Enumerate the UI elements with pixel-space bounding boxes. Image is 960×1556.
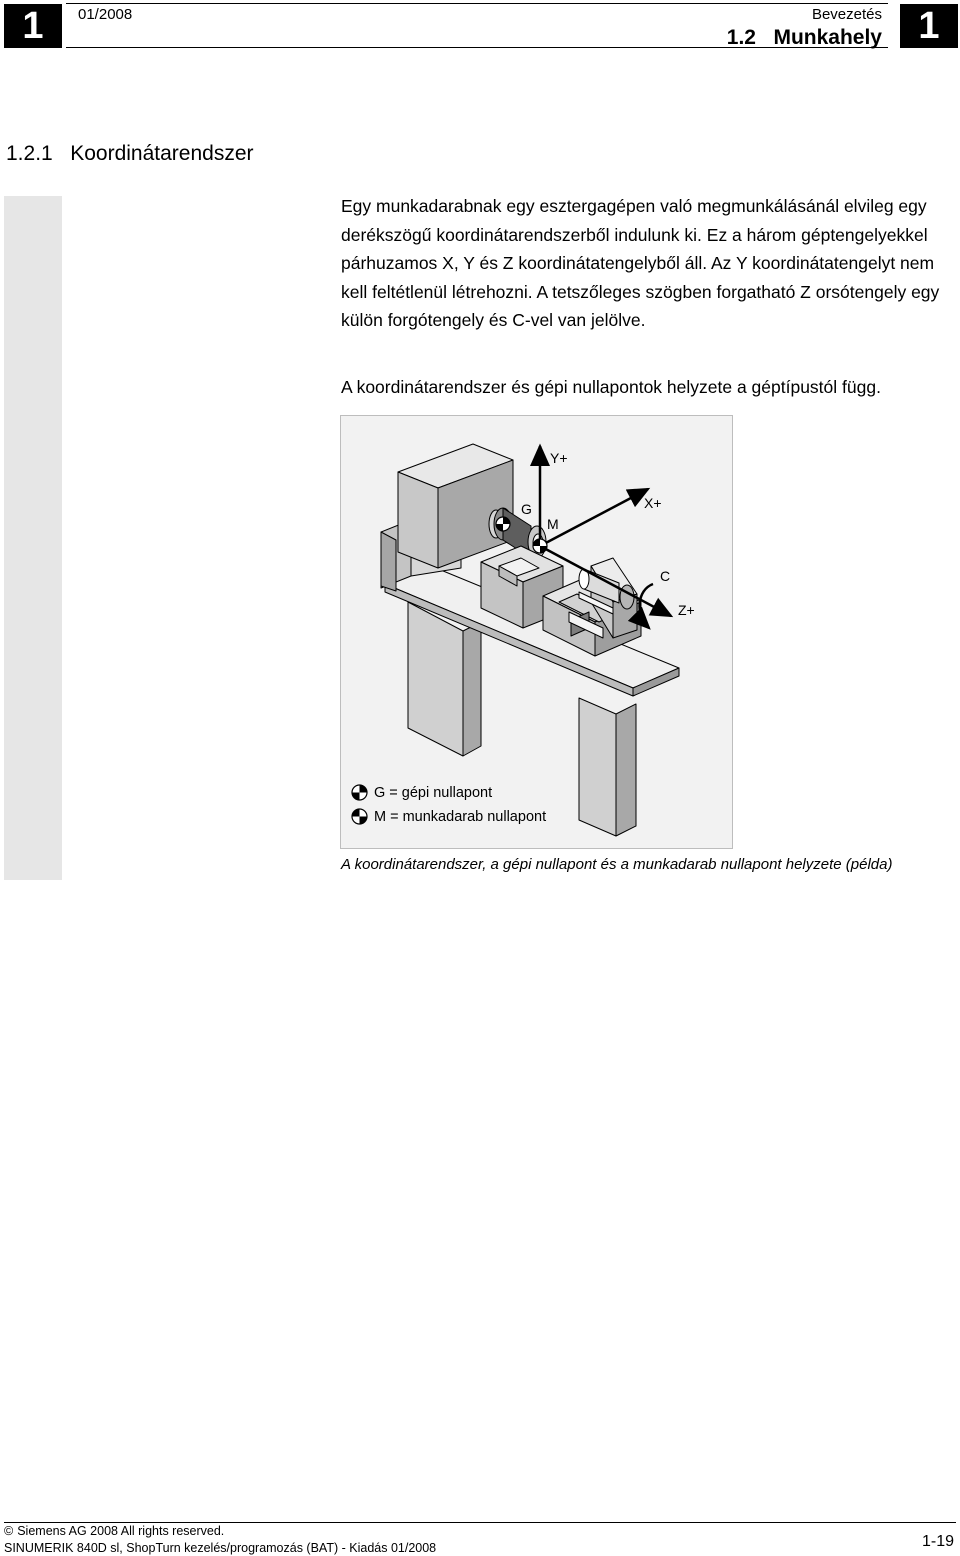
- figure-caption: A koordinátarendszer, a gépi nullapont és a munkadarab nullapont helyzete (példa): [341, 856, 893, 873]
- chapter-number-right: 1: [900, 4, 958, 48]
- legend-machine-zero-text: G = gépi nullapont: [374, 784, 493, 801]
- machine-leg-right: [579, 698, 636, 836]
- m-point-label: M: [547, 516, 559, 532]
- x-axis-label: X+: [644, 495, 662, 511]
- header-top-rule: [66, 3, 888, 4]
- y-axis-label: Y+: [550, 450, 568, 466]
- page-number: 1-19: [921, 1533, 954, 1550]
- z-axis-label: Z+: [678, 602, 695, 618]
- workpiece-zero-icon: [351, 808, 368, 825]
- chapter-number-left: 1: [4, 4, 62, 48]
- paragraph-position: A koordinátarendszer és gépi nullapontok helyzete a géptípustól függ.: [341, 377, 881, 397]
- header-date: 01/2008: [78, 6, 133, 23]
- c-axis-label: C: [660, 568, 671, 584]
- legend-workpiece-zero: [351, 808, 546, 825]
- footer-rule: [4, 1522, 956, 1523]
- machine-zero-marker: [496, 517, 510, 531]
- workpiece-zero-marker: [533, 539, 547, 553]
- footer-copyright: [4, 1524, 224, 1538]
- g-point-label: G: [521, 501, 532, 517]
- section-title: 1.2.1 Koordinátarendszer: [6, 142, 254, 165]
- legend-workpiece-zero-text: M = munkadarab nullapont: [374, 808, 547, 825]
- legend-machine-zero: [351, 784, 492, 801]
- header-section: Bevezetés: [811, 6, 882, 23]
- machine-zero-icon: [351, 784, 368, 801]
- margin-bar: [4, 196, 62, 880]
- copyright-icon: ©: [4, 1524, 14, 1538]
- footer-document-title: SINUMERIK 840D sl, ShopTurn kezelés/programozás (BAT) - Kiadás 01/2008: [4, 1541, 437, 1555]
- headstock: [398, 444, 513, 568]
- footer-copyright-text: Siemens AG 2008 All rights reserved.: [17, 1524, 225, 1538]
- paragraph-intro: Egy munkadarabnak egy esztergagépen való megmunkálásánál elvileg egy derékszögű koordinátarendszerből indulunk ki. Ez a három géptengelyekkel párhuzamos X, Y és Z koordinátatengelyből áll. Az Y koordinátatengelyt nem kell feltétlenül létrehozni. A tetszőleges szögben forgatható Z orsótengely egy külön forgótengely és C-vel van jelölve.: [341, 196, 940, 331]
- header-subsection: 1.2 Munkahely: [726, 26, 882, 49]
